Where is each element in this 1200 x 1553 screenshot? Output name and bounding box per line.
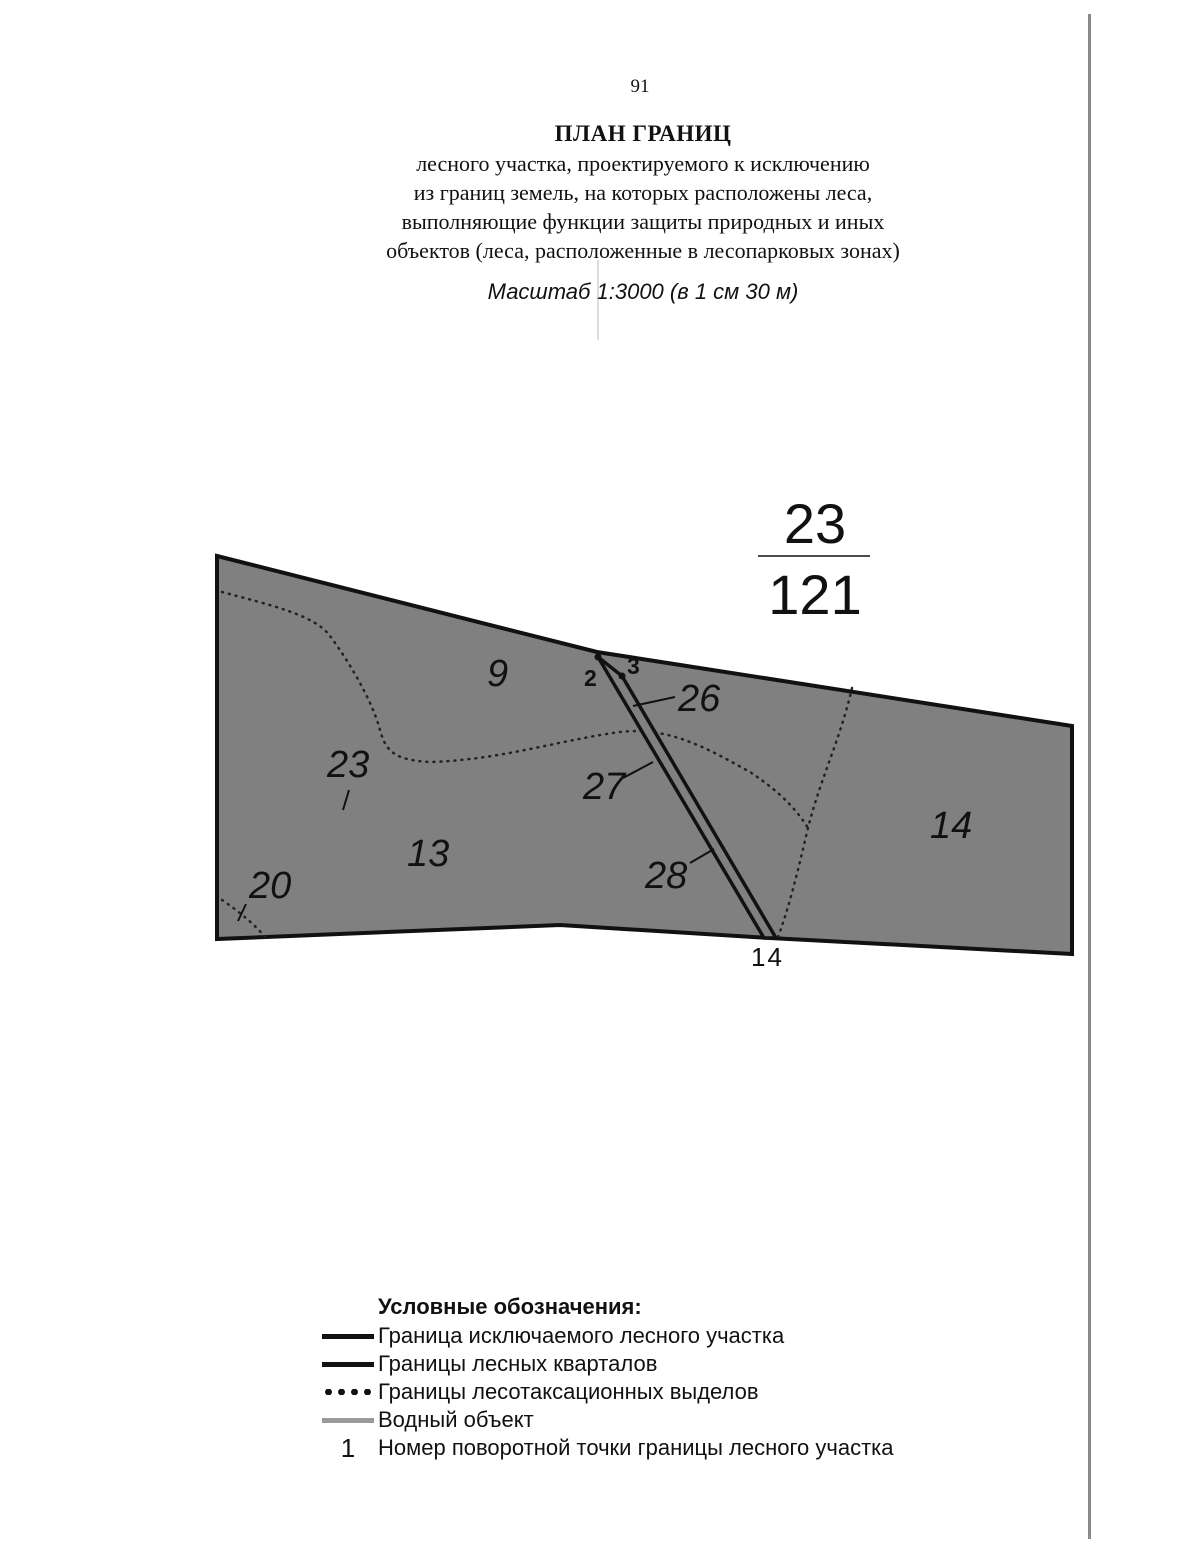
legend-item-excluded-boundary [318,1322,894,1350]
turning-point-3-marker [619,673,626,680]
subtitle-line-2: из границ земель, на которых расположены леса, [413,180,873,205]
compartment-28-label: 28 [645,855,688,897]
compartment-9-label: 9 [487,653,509,695]
water-line-symbol [322,1418,374,1423]
scale-label: Масштаб 1:3000 (в 1 см 30 м) [487,279,799,304]
legend-label: Водный объект [378,1407,534,1432]
legend-label: Границы лесотаксационных выделов [378,1379,759,1404]
legend-title: Условные обозначения: [378,1294,642,1319]
subtitle-line-1: лесного участка, проектируемого к исключению [416,151,870,176]
legend-label: Границы лесных кварталов [378,1351,658,1376]
dotted-line-symbol [322,1389,374,1395]
subtitle-line-3: выполняющие функции защиты природных и иных [401,209,885,234]
solid-line-symbol [322,1362,374,1367]
document-title: ПЛАН ГРАНИЦ [554,121,732,146]
legend-item-subdivision-boundary [318,1378,894,1406]
turning-point-2-label: 2 [584,665,597,691]
turning-point-14-label: 14 [751,942,784,972]
legend-label: Граница исключаемого лесного участка [378,1323,785,1348]
turning-point-3-label: 3 [627,653,640,679]
page-number: 91 [630,76,650,97]
compartment-20-label: 20 [249,865,292,907]
compartment-26-label: 26 [678,678,721,720]
quarter-numerator: 23 [783,492,847,555]
compartment-13-label: 13 [407,833,450,875]
solid-line-symbol [322,1334,374,1339]
quarter-denominator: 121 [768,563,862,626]
point-number-symbol: 1 [340,1432,356,1463]
legend-label: Номер поворотной точки границы лесного участка [378,1435,894,1460]
quarter-label [758,492,870,626]
legend-item-point-number [318,1434,894,1462]
compartment-14-label: 14 [930,805,973,847]
compartment-23-label: 23 [327,744,370,786]
map-legend [318,1294,894,1462]
turning-point-2-marker [595,654,602,661]
subtitle-line-4: объектов (леса, расположенные в лесопарковых зонах) [386,238,900,263]
legend-item-quarter-boundary [318,1350,894,1378]
legend-item-water [318,1406,894,1434]
compartment-27-label: 27 [583,766,626,808]
